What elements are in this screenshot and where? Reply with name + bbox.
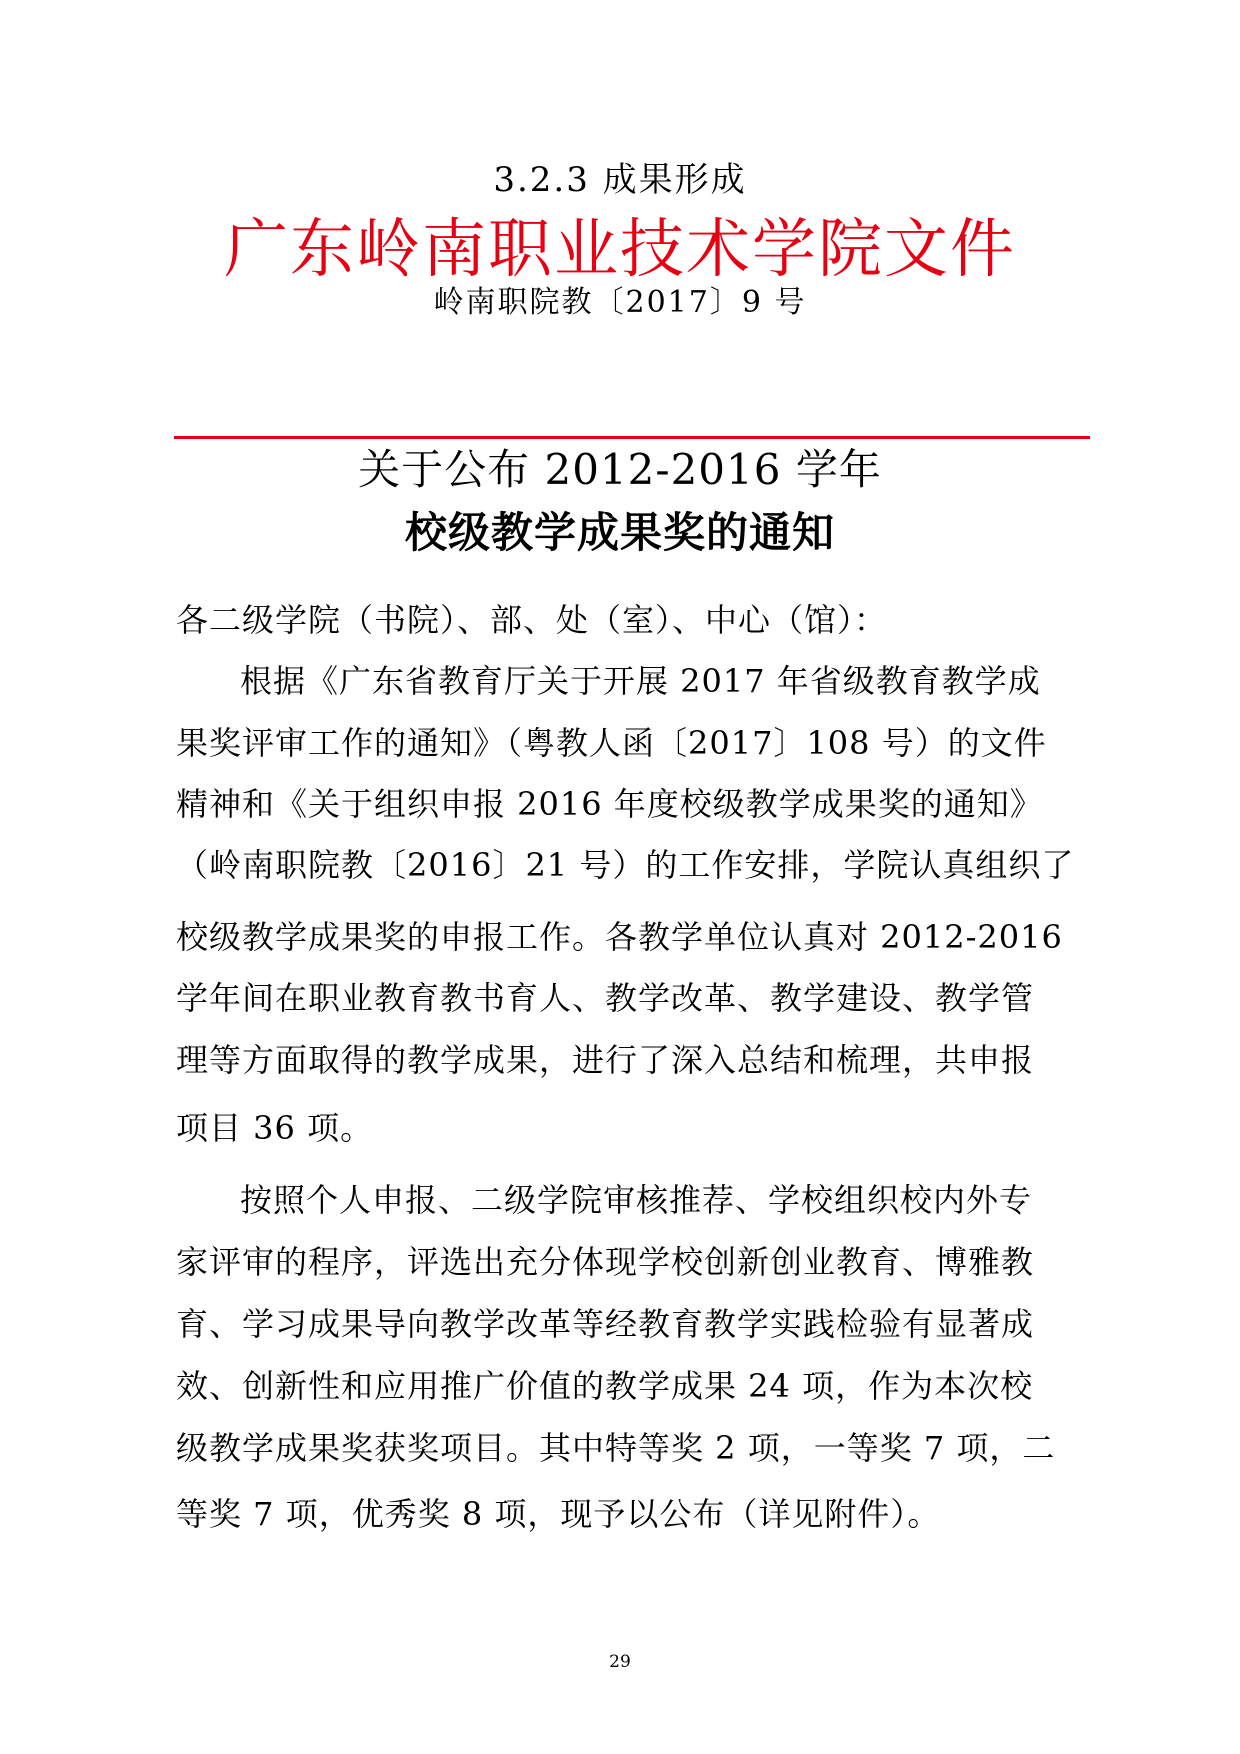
paragraph-2-line: 家评审的程序，评选出充分体现学校创新创业教育、博雅教 bbox=[176, 1243, 1035, 1281]
paragraph-1-line: 校级教学成果奖的申报工作。各教学单位认真对 2012-2016 bbox=[176, 918, 1063, 956]
paragraph-2-line: 育、学习成果导向教学改革等经教育教学实践检验有显著成 bbox=[176, 1305, 1035, 1343]
paragraph-2-line: 等奖 7 项，优秀奖 8 项，现予以公布（详见附件）。 bbox=[176, 1495, 941, 1533]
paragraph-1-line: 学年间在职业教育教书育人、教学改革、教学建设、教学管 bbox=[176, 979, 1035, 1017]
issuer-title: 广东岭南职业技术学院文件 bbox=[224, 213, 1016, 287]
paragraph-2-line: 效、创新性和应用推广价值的教学成果 24 项，作为本次校 bbox=[176, 1367, 1034, 1405]
paragraph-1-line: 根据《广东省教育厅关于开展 2017 年省级教育教学成 bbox=[240, 662, 1041, 700]
document-number: 岭南职院教〔2017〕9 号 bbox=[433, 285, 807, 320]
notice-title-line-2: 校级教学成果奖的通知 bbox=[404, 508, 835, 557]
paragraph-2-line: 按照个人申报、二级学院审核推荐、学校组织校内外专 bbox=[240, 1181, 1033, 1219]
salutation: 各二级学院（书院）、部、处（室）、中心（馆）： bbox=[176, 601, 888, 639]
paragraph-1-line: 项目 36 项。 bbox=[176, 1109, 374, 1147]
paragraph-1-line: 精神和《关于组织申报 2016 年度校级教学成果奖的通知》 bbox=[176, 785, 1043, 823]
paragraph-1-line: 理等方面取得的教学成果，进行了深入总结和梳理，共申报 bbox=[176, 1041, 1035, 1079]
page-number: 29 bbox=[609, 1652, 631, 1672]
section-heading: 3.2.3 成果形成 bbox=[493, 160, 747, 200]
paragraph-2-line: 级教学成果奖获奖项目。其中特等奖 2 项，一等奖 7 项，二 bbox=[176, 1429, 1056, 1467]
paragraph-1-line: 果奖评审工作的通知》（粤教人函〔2017〕108 号）的文件 bbox=[176, 724, 1047, 762]
paragraph-1-line: （岭南职院教〔2016〕21 号）的工作安排，学院认真组织了 bbox=[176, 846, 1075, 884]
red-divider-line bbox=[174, 436, 1090, 439]
notice-title-line-1: 关于公布 2012-2016 学年 bbox=[358, 445, 882, 494]
